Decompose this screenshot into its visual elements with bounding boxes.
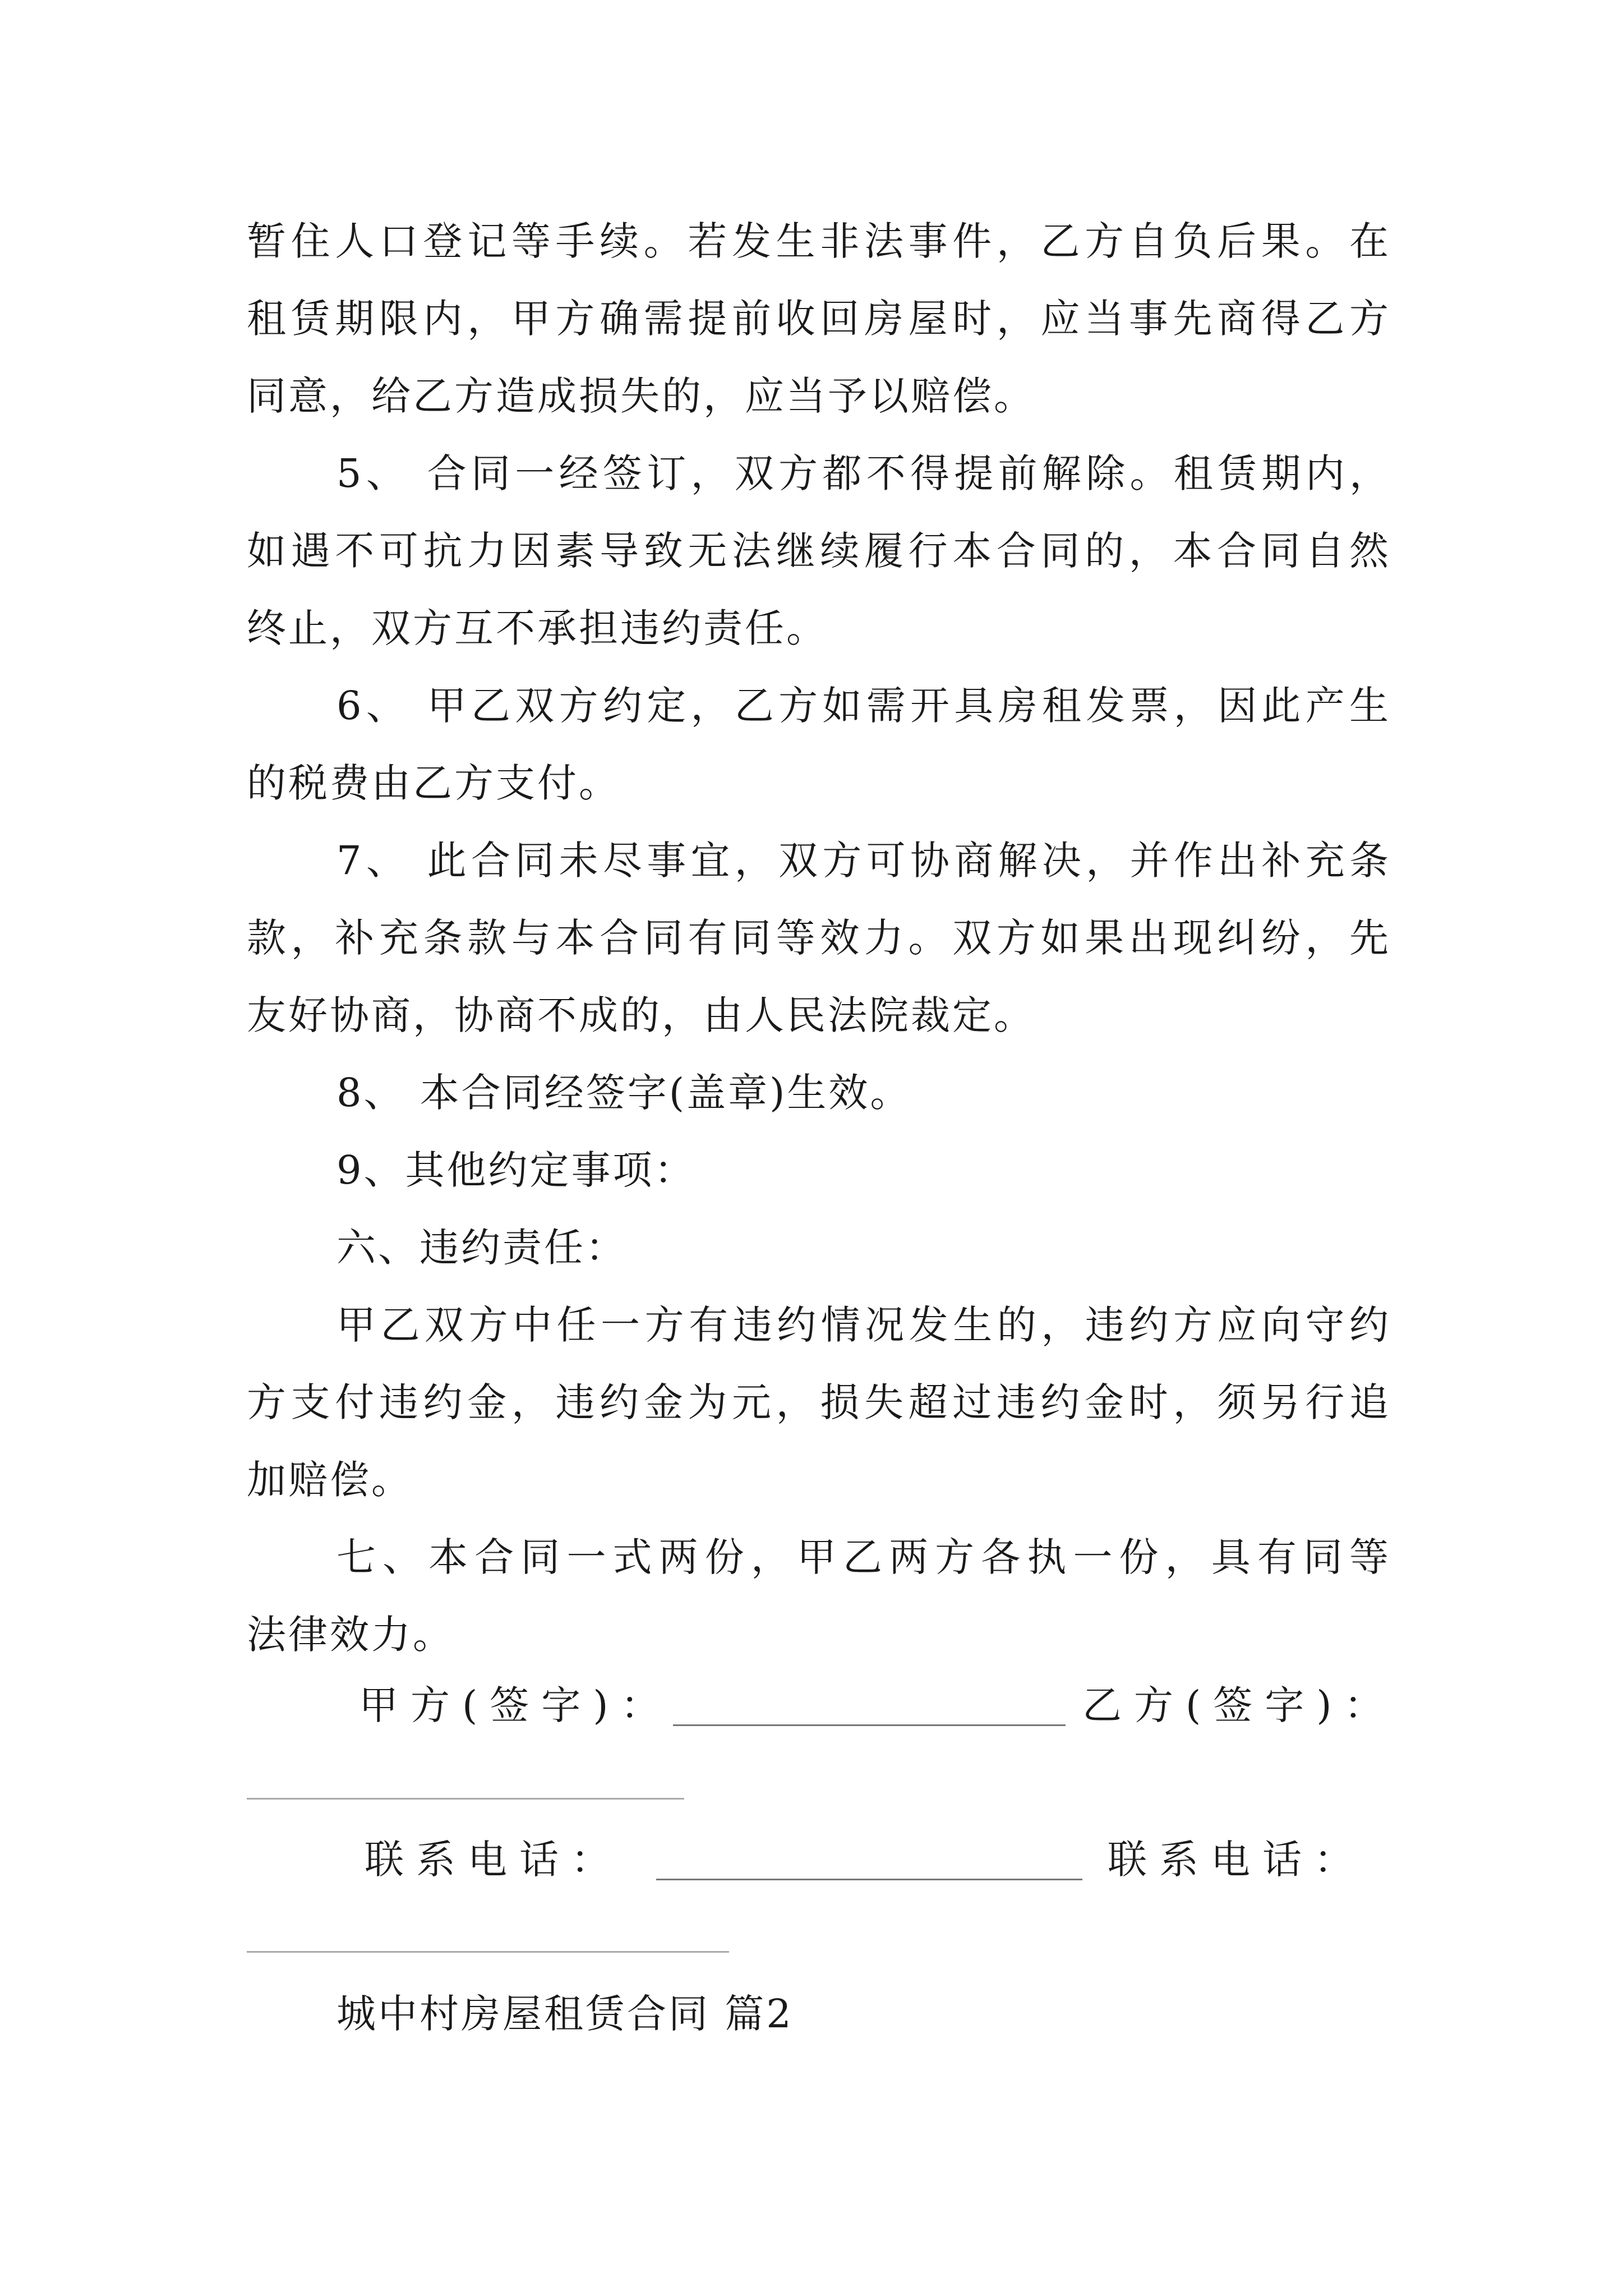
section-6-line-2: 方支付违约金，违约金为元，损失超过违约金时，须另行追	[247, 1379, 1391, 1425]
clause-9: 9、其他约定事项：	[336, 1147, 696, 1193]
phone-row	[247, 1832, 1391, 1893]
clause-7-line-2: 款，补充条款与本合同有同等效力。双方如果出现纠纷，先	[247, 915, 1391, 961]
paragraph-4-line-3: 同意，给乙方造成损失的，应当予以赔偿。	[247, 373, 1035, 419]
clause-5-line-3: 终止，双方互不承担违约责任。	[247, 605, 828, 651]
clause-5-line-2: 如遇不可抗力因素导致无法继续履行本合同的，本合同自然	[247, 528, 1391, 574]
party-a-phone-label: 联系电话：	[365, 1837, 623, 1883]
section-7-line-2: 法律效力。	[247, 1612, 454, 1658]
next-section-title: 城中村房屋租赁合同 篇2	[336, 1991, 794, 2037]
party-a-signature-label: 甲方(签字)：	[359, 1682, 672, 1728]
clause-7-line-3: 友好协商，协商不成的，由人民法院裁定。	[247, 992, 1035, 1038]
party-a-signature-line	[673, 1724, 1066, 1726]
clause-6-line-2: 的税费由乙方支付。	[247, 760, 620, 806]
party-b-signature-line	[247, 1798, 684, 1800]
party-a-phone-line	[656, 1879, 1082, 1880]
party-b-signature-label: 乙方(签字)：	[1082, 1682, 1396, 1728]
signature-row	[247, 1677, 1396, 1739]
clause-7-line-1: 7、 此合同未尽事宜，双方可协商解决，并作出补充条	[336, 838, 1391, 884]
party-b-phone-line	[247, 1951, 729, 1953]
paragraph-4-line-2: 租赁期限内，甲方确需提前收回房屋时，应当事先商得乙方	[247, 296, 1391, 342]
clause-5-line-1: 5、 合同一经签订，双方都不得提前解除。租赁期内，	[336, 450, 1391, 496]
clause-8: 8、 本合同经签字(盖章)生效。	[336, 1070, 912, 1116]
section-6-line-1: 甲乙双方中任一方有违约情况发生的，违约方应向守约	[336, 1302, 1391, 1348]
paragraph-4-line-1: 暂住人口登记等手续。若发生非法事件，乙方自负后果。在	[247, 218, 1391, 264]
clause-6-line-1: 6、 甲乙双方约定，乙方如需开具房租发票，因此产生	[336, 683, 1391, 729]
section-6-heading: 六、违约责任：	[336, 1225, 627, 1271]
party-b-phone-label: 联系电话：	[1108, 1837, 1366, 1883]
section-7-line-1: 七、本合同一式两份，甲乙两方各执一份，具有同等	[336, 1534, 1391, 1580]
section-6-line-3: 加赔偿。	[247, 1457, 413, 1503]
